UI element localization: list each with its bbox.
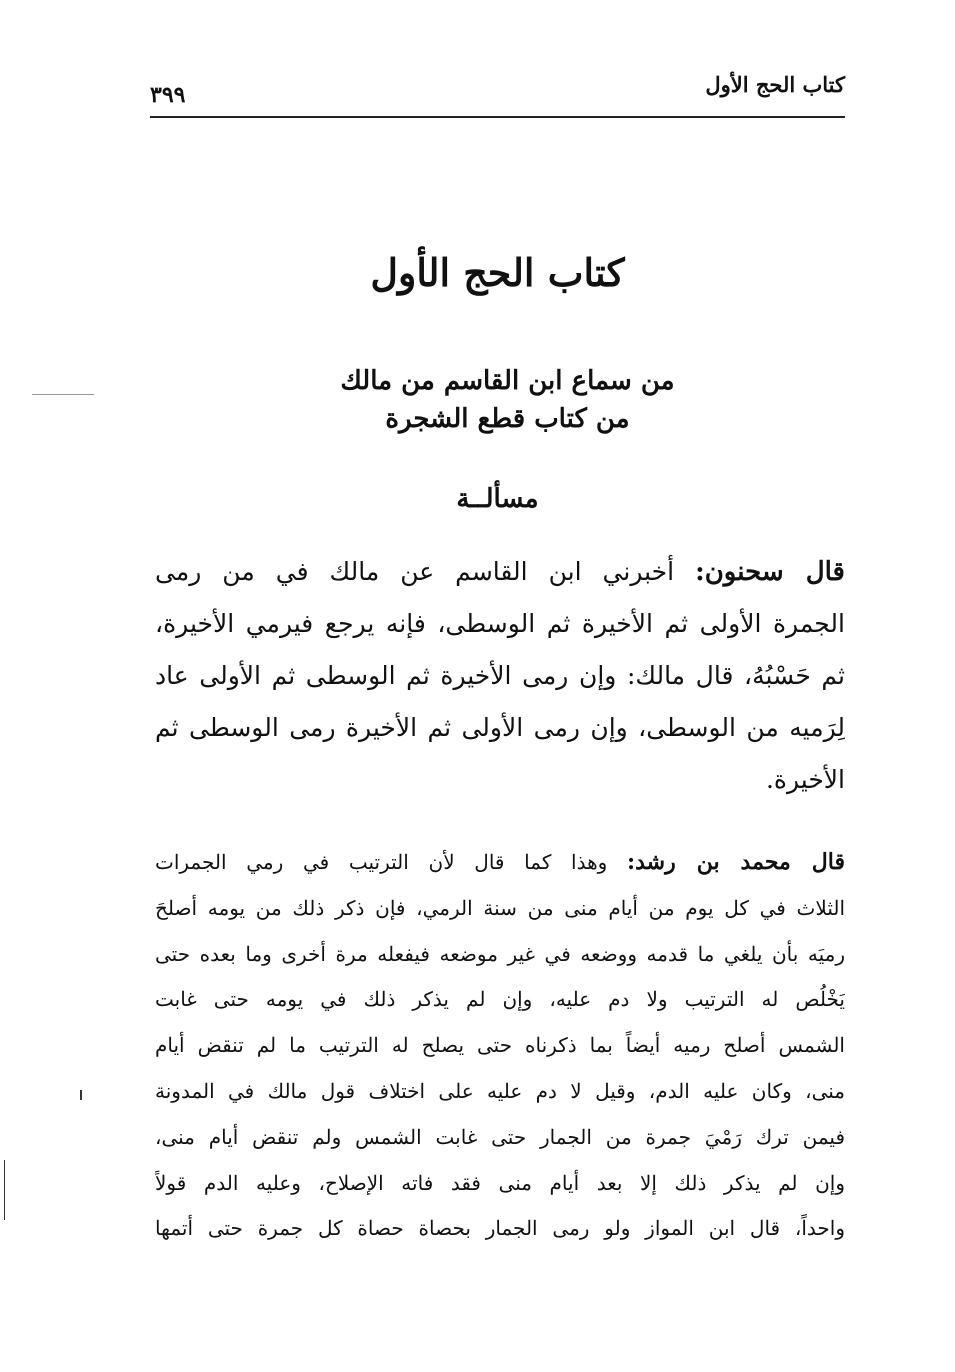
paragraph-line: يَخْلُص له الترتيب ولا دم عليه، وإن لم يذكر ذلك في يومه حتى غابت (155, 987, 845, 1012)
scan-mark (4, 1160, 5, 1220)
paragraph-line: الجمرة الأولى ثم الأخيرة ثم الوسطى، فإنه يرجع فيرمي الأخيرة، (155, 609, 845, 638)
paragraph-line: الشمس أصلح رميه أيضاً بما ذكرناه حتى يصلح له الترتيب ما لم تنقض أيام (155, 1033, 845, 1058)
scan-mark (80, 1090, 82, 1100)
paragraph-sahnun (155, 546, 845, 806)
header-rule (150, 116, 845, 118)
book-title: كتاب الحج الأول (370, 250, 625, 295)
page-header (150, 72, 845, 112)
paragraph-line: الأخيرة. (765, 765, 845, 794)
speaker-label: قال سحنون: (695, 557, 845, 587)
page-number: ٣٩٩ (150, 82, 186, 108)
line-text: أخبرني ابن القاسم عن مالك في من رمى (155, 557, 675, 586)
paragraph-ibn-rushd (155, 840, 845, 1252)
paragraph-line: ثم حَسْبُهُ، قال مالك: وإن رمى الأخيرة ثم الوسطى ثم الأولى عاد (155, 661, 845, 690)
speaker-label: قال محمد بن رشد: (626, 849, 845, 875)
scan-mark (32, 394, 94, 395)
paragraph-line: الثلاث في كل يوم من أيام منى من سنة الرمي، فإن ذكر ذلك من يومه أصلحَ (155, 895, 845, 920)
running-title: كتاب الحج الأول (705, 72, 845, 97)
paragraph-line (155, 546, 845, 598)
paragraph-line: فيمن ترك رَمْيَ جمرة من الجمار حتى غابت الشمس ولم تنقض أيام منى، (155, 1124, 845, 1149)
line-text: وهذا كما قال لأن الترتيب في رمي الجمرات (155, 850, 608, 874)
section-heading: مسألــة (456, 484, 539, 514)
subtitle-line-2: من كتاب قطع الشجرة (385, 404, 630, 434)
paragraph-line: منى، وكان عليه الدم، وقيل لا دم عليه على اختلاف قول مالك في المدونة (155, 1078, 845, 1103)
paragraph-line: وإن لم يذكر ذلك إلا بعد أيام منى فقد فاته الإصلاح، وعليه الدم قولاً (155, 1170, 845, 1195)
paragraph-line: لِرَميه من الوسطى، وإن رمى الأولى ثم الأخيرة رمى الوسطى ثم (155, 713, 845, 742)
subtitle-line-1: من سماع ابن القاسم من مالك (340, 366, 675, 396)
paragraph-line: رميَه بأن يلغي ما قدمه ووضعه في غير موضعه فيفعله مرة أخرى وما بعده حتى (155, 941, 845, 966)
paragraph-line: واحداً، قال ابن المواز ولو رمى الجمار بحصاة حصاة كل جمرة حتى أتمها (155, 1216, 845, 1241)
paragraph-line (155, 840, 845, 886)
